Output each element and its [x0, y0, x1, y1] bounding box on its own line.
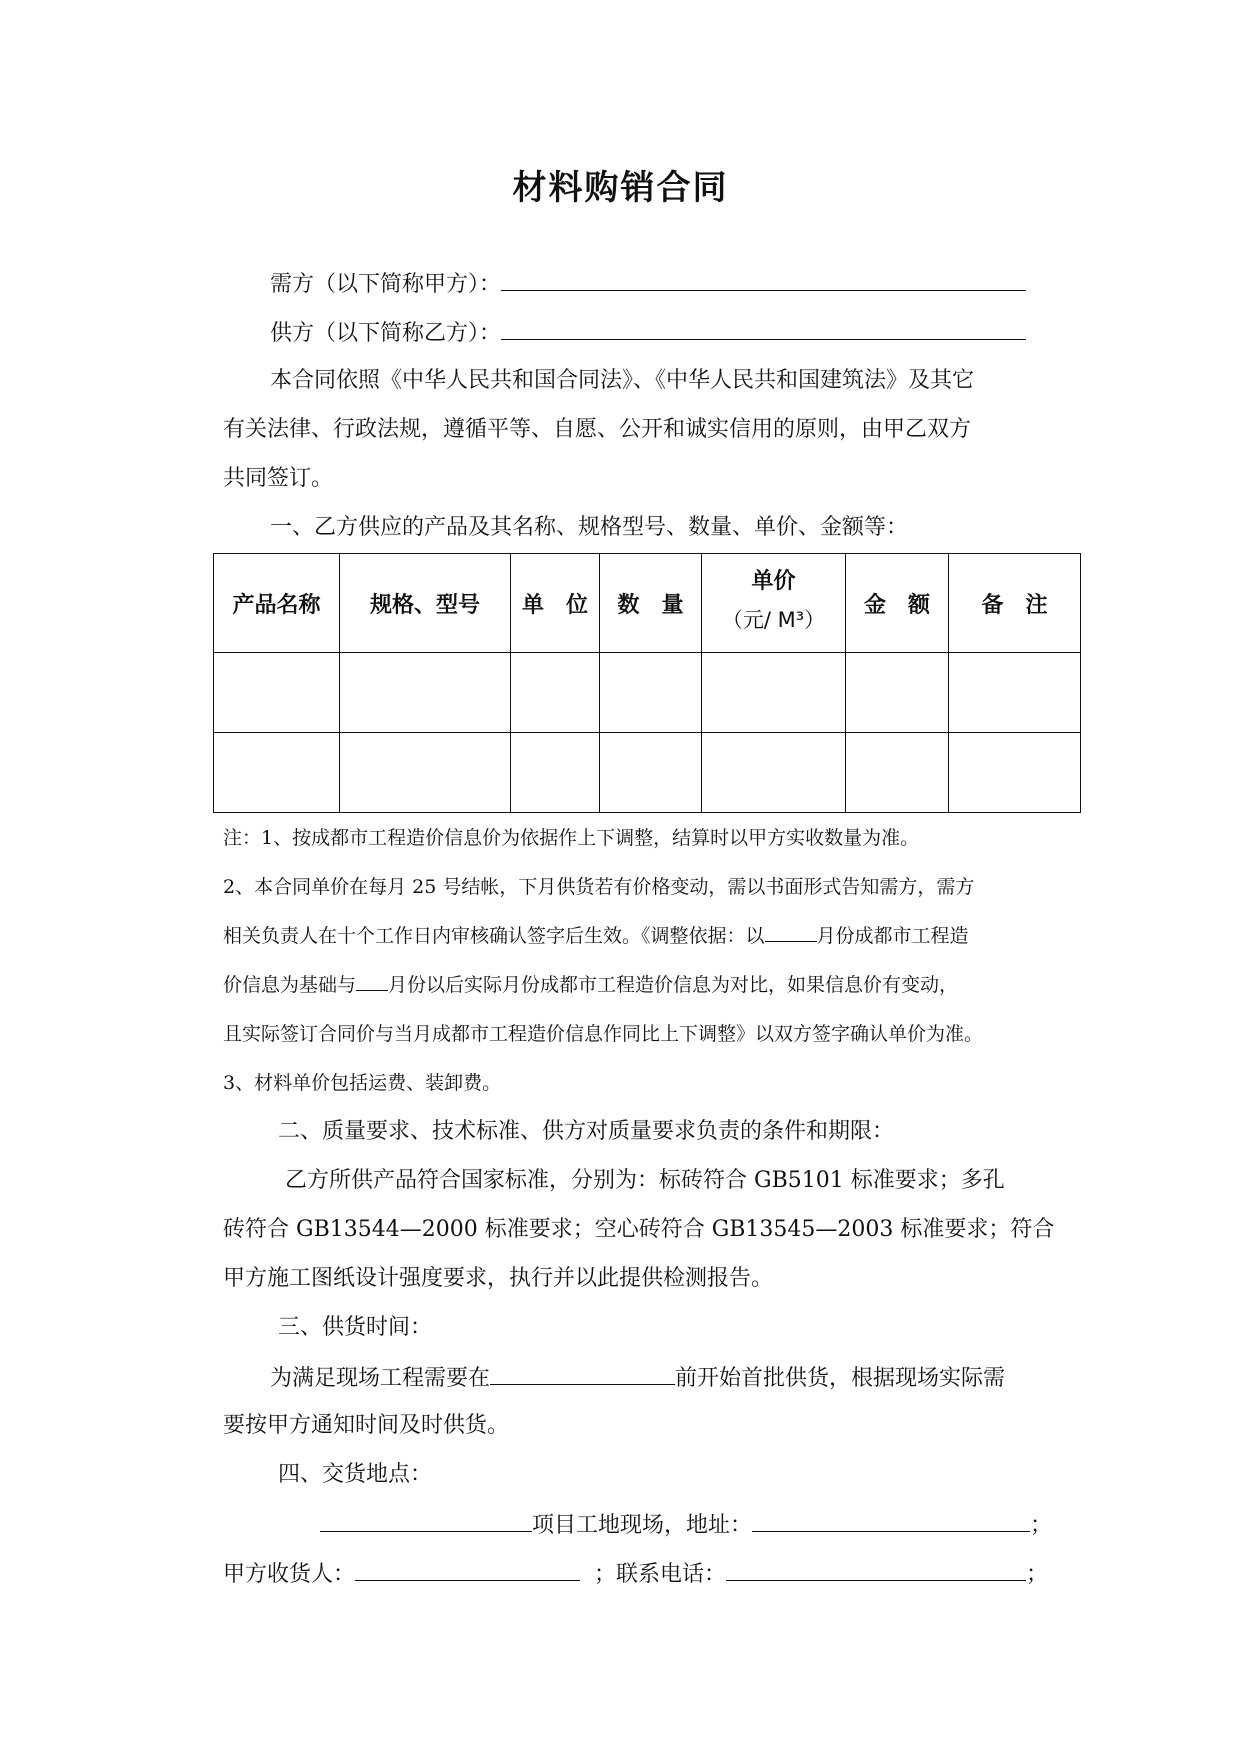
intro-line-2: 有关法律、行政法规，遵循平等、自愿、公开和诚实信用的原则，由甲乙双方	[223, 417, 972, 442]
header-amount: 金 额	[846, 554, 949, 653]
note-2-line-2	[223, 921, 969, 951]
section-3-pre: 为满足现场工程需要在	[270, 1366, 491, 1391]
supply-date-blank[interactable]	[490, 1362, 675, 1385]
receiver-blank[interactable]	[355, 1558, 580, 1581]
table-cell[interactable]	[600, 653, 702, 733]
site-address-blank[interactable]	[752, 1509, 1030, 1532]
product-table	[213, 553, 1081, 813]
section-1-heading: 一、乙方供应的产品及其名称、规格型号、数量、单价、金额等：	[270, 515, 909, 540]
delivery-site-line	[320, 1509, 1052, 1541]
party-a-blank[interactable]	[501, 268, 1026, 291]
header-remarks: 备 注	[949, 554, 1081, 653]
table-cell[interactable]	[600, 733, 702, 813]
table-cell[interactable]	[949, 733, 1081, 813]
section-3-heading: 三、供货时间：	[278, 1315, 433, 1340]
section-2-body-2: 砖符合 GB13544—2000 标准要求；空心砖符合 GB13545—2003 标准要求；符合	[223, 1217, 1055, 1242]
semicolon-2: ；	[1026, 1562, 1049, 1587]
section-2-body-1: 乙方所供产品符合国家标准，分别为：标砖符合 GB5101 标准要求；多孔	[285, 1168, 1005, 1193]
party-a-label: 需方（以下简称甲方）：	[270, 272, 502, 297]
note-1: 注：1、按成都市工程造价信息价为依据作上下调整，结算时以甲方实收数量为准。	[223, 827, 920, 849]
table-cell[interactable]	[702, 733, 846, 813]
party-b-label: 供方（以下简称乙方）：	[270, 321, 502, 346]
party-a-line	[270, 268, 1026, 300]
intro-line-3: 共同签订。	[223, 466, 334, 491]
adjust-month-blank-2[interactable]	[356, 971, 388, 991]
adjust-month-blank-1[interactable]	[765, 922, 817, 942]
table-cell[interactable]	[511, 653, 600, 733]
header-unit: 单 位	[511, 554, 600, 653]
table-cell[interactable]	[340, 653, 511, 733]
table-cell[interactable]	[846, 653, 949, 733]
table-cell[interactable]	[511, 733, 600, 813]
party-b-line	[270, 317, 1026, 349]
table-cell[interactable]	[949, 653, 1081, 733]
table-cell[interactable]	[702, 653, 846, 733]
phone-label: ；联系电话：	[594, 1562, 727, 1587]
header-spec-model: 规格、型号	[340, 554, 511, 653]
header-product-name: 产品名称	[214, 554, 340, 653]
note-2-line-2-pre: 相关负责人在十个工作日内审核确认签字后生效。《调整依据：以	[223, 925, 765, 947]
table-cell[interactable]	[214, 733, 340, 813]
note-2-line-3	[223, 970, 958, 1000]
table-cell[interactable]	[214, 653, 340, 733]
section-3-post: 前开始首批供货，根据现场实际需	[675, 1366, 1006, 1391]
section-3-body-2: 要按甲方通知时间及时供货。	[223, 1413, 510, 1438]
note-3: 3、材料单价包括运费、装卸费。	[223, 1072, 502, 1094]
note-2-line-4: 且实际签订合同价与当月成都市工程造价信息作同比上下调整》以双方签字确认单价为准。	[223, 1023, 984, 1045]
table-row	[214, 733, 1081, 813]
header-unit-price-unit: （元/ M³）	[721, 608, 826, 632]
note-2-line-1: 2、本合同单价在每月 25 号结帐，下月供货若有价格变动，需以书面形式告知需方，需方	[223, 876, 975, 898]
note-2-line-2-post: 月份成都市工程造	[816, 925, 969, 947]
section-4-heading: 四、交货地点：	[278, 1462, 433, 1487]
receiver-line	[223, 1558, 1048, 1590]
header-quantity: 数 量	[600, 554, 702, 653]
document-title: 材料购销合同	[512, 168, 729, 208]
header-unit-price-label: 单价	[751, 569, 796, 594]
party-b-blank[interactable]	[501, 317, 1026, 340]
header-unit-price	[702, 554, 846, 653]
section-2-heading: 二、质量要求、技术标准、供方对质量要求负责的条件和期限：	[278, 1119, 895, 1144]
table-header-row	[214, 554, 1081, 653]
note-2-line-3-post: 月份以后实际月份成都市工程造价信息为对比，如果信息价有变动，	[388, 974, 959, 996]
section-3-body-1	[270, 1362, 1005, 1394]
site-label: 项目工地现场，地址：	[532, 1513, 753, 1538]
project-name-blank[interactable]	[320, 1509, 532, 1532]
table-cell[interactable]	[340, 733, 511, 813]
phone-blank[interactable]	[726, 1558, 1026, 1581]
table-row	[214, 653, 1081, 733]
semicolon-1: ；	[1030, 1513, 1053, 1538]
note-2-line-3-pre: 价信息为基础与	[223, 974, 357, 996]
receiver-label: 甲方收货人：	[223, 1562, 356, 1587]
intro-line-1: 本合同依照《中华人民共和国合同法》、《中华人民共和国建筑法》及其它	[270, 368, 975, 393]
table-cell[interactable]	[846, 733, 949, 813]
section-2-body-3: 甲方施工图纸设计强度要求，执行并以此提供检测报告。	[223, 1266, 774, 1291]
